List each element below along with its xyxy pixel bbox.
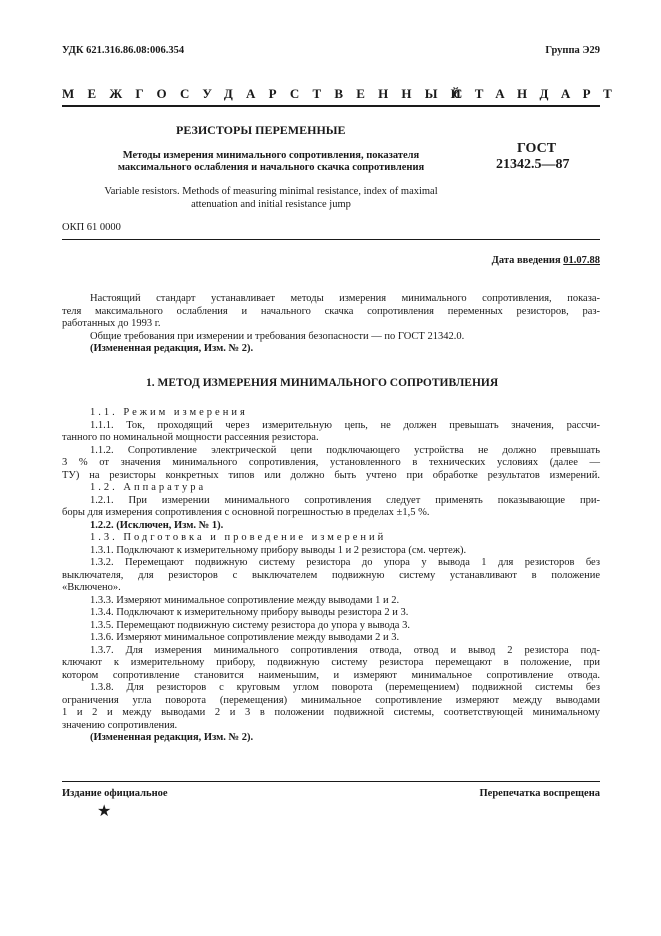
english-title-line-2: attenuation and initial resistance jump [191, 199, 351, 210]
official-edition: Издание официальное [62, 788, 168, 799]
intro-date-value: 01.07.88 [563, 255, 600, 266]
clause-1-3: 1.3. Подготовка и проведение измерений [90, 532, 387, 543]
section-heading: 1. МЕТОД ИЗМЕРЕНИЯ МИНИМАЛЬНОГО СОПРОТИВЛЕНИЯ [146, 377, 499, 389]
clause-1-2-1-cont: боры для измерения сопротивления с основной погрешностью в пределах ±1,5 %. [62, 507, 430, 518]
header-rule [62, 105, 600, 107]
reprint-prohibited: Перепечатка воспрещена [479, 788, 600, 799]
intro-general-requirements: Общие требования при измерении и требования безопасности — по ГОСТ 21342.0. [90, 330, 465, 342]
clause-1-3-8-cont: значению сопротивления. [62, 719, 178, 731]
section-body [62, 407, 600, 745]
clause-1-3-8: 1.3.8. Для резисторов с круговым углом поворота (перемещением) подвижной системы без [90, 682, 600, 693]
subtitle-line-1: Методы измерения минимального сопротивления, показателя [122, 150, 420, 161]
intro-block [62, 293, 600, 356]
clause-1-3-7-cont: котором сопротивление становится наименьшим, и измеряют минимальное сопротивление отвода. [62, 669, 600, 681]
clause-1-2: 1.2. Аппаратура [90, 482, 207, 493]
clause-1-2-1: 1.2.1. При измерении минимального сопротивления следует применять показывающие при- [90, 494, 600, 506]
clause-1-3-5: 1.3.5. Перемещают подвижную систему резистора до упора у вывода 3. [90, 619, 410, 631]
clause-1-1: 1.1. Режим измерения [90, 407, 248, 418]
clause-1-2-2: 1.2.2. (Исключен, Изм. № 1). [90, 519, 224, 531]
section-amendment-note: (Измененная редакция, Изм. № 2). [90, 732, 254, 743]
clause-1-1-2-cont: 3 % от значения минимального сопротивления, установленного в технических условиях (далее — [62, 457, 600, 468]
clause-1-3-6: 1.3.6. Измеряют минимальное сопротивление между выводами 2 и 3. [90, 632, 400, 643]
group-code: Группа Э29 [545, 45, 600, 56]
clause-1-3-8-cont: ограничения угла поворота (перемещения) минимальное сопротивление измеряют между выводами [62, 694, 600, 706]
clause-1-1-1: 1.1.1. Ток, проходящий через измерительную цепь, не должен превышать значения, рассчи- [90, 419, 600, 431]
clause-1-3-1: 1.3.1. Подключают к измерительному прибору выводы 1 и 2 резистора (см. чертеж). [90, 544, 467, 556]
okp-code: ОКП 61 0000 [62, 222, 121, 233]
intro-line: теля максимального ослабления и начального скачка сопротивления переменных резисторов, раз- [62, 305, 600, 317]
gost-number: 21342.5—87 [496, 157, 570, 172]
standard-word: СТАНДАРТ [453, 86, 625, 101]
clause-1-3-2: 1.3.2. Перемещают подвижную систему резистора до упора у вывода 1 для резисторов без [90, 557, 600, 568]
document-title: РЕЗИСТОРЫ ПЕРЕМЕННЫЕ [176, 123, 346, 137]
title-rule [62, 239, 600, 240]
interstate-word: МЕЖГОСУДАРСТВЕННЫЙ [62, 86, 474, 101]
clause-1-3-4: 1.3.4. Подключают к измерительному прибору выводы резистора 2 и 3. [90, 607, 409, 618]
gost-label: ГОСТ [517, 141, 557, 156]
star-icon: ★ [97, 803, 112, 820]
clause-1-3-2-cont: «Включено». [62, 582, 121, 593]
intro-date-label: Дата введения [491, 255, 561, 266]
english-title-line-1: Variable resistors. Methods of measuring minimal resistance, index of maximal [104, 186, 438, 197]
clause-1-1-2: 1.1.2. Сопротивление электрической цепи подключающего устройства не должно превышать [90, 444, 600, 456]
intro-line: Настоящий стандарт устанавливает методы измерения минимального сопротивления, показа- [90, 293, 600, 304]
footer-rule [62, 781, 600, 782]
clause-1-3-2-cont: выключателя, для резисторов с выключателем подвижную систему устанавливают в положение [62, 569, 600, 581]
clause-1-3-8-cont: 1 и 2 и между выводами 2 и 3 в положении подвижной системы, соответствующей минимальному [62, 707, 600, 718]
intro-date [492, 255, 600, 266]
clause-1-3-7: 1.3.7. Для измерения минимального сопротивления отвода, отвод и вывод 2 резистора под- [90, 644, 600, 656]
clause-1-3-7-cont: ключают к измерительному прибору, подвижную систему резистора перемещают в положение, при [62, 657, 600, 668]
subtitle-line-2: максимального ослабления и начального скачка сопротивления [117, 162, 425, 173]
intro-amendment-note: (Измененная редакция, Изм. № 2). [90, 343, 254, 354]
clause-1-1-2-cont: ТУ) на резисторы конкретных типов или должно быть учтено при обработке результатов измерений. [62, 469, 600, 481]
clause-1-1-1-cont: танного по номинальной мощности рассеяния резистора. [62, 432, 319, 443]
clause-1-3-3: 1.3.3. Измеряют минимальное сопротивление между выводами 1 и 2. [90, 594, 400, 606]
udk-code: УДК 621.316.86.08:006.354 [62, 45, 185, 56]
intro-line: работанных до 1993 г. [62, 318, 161, 329]
